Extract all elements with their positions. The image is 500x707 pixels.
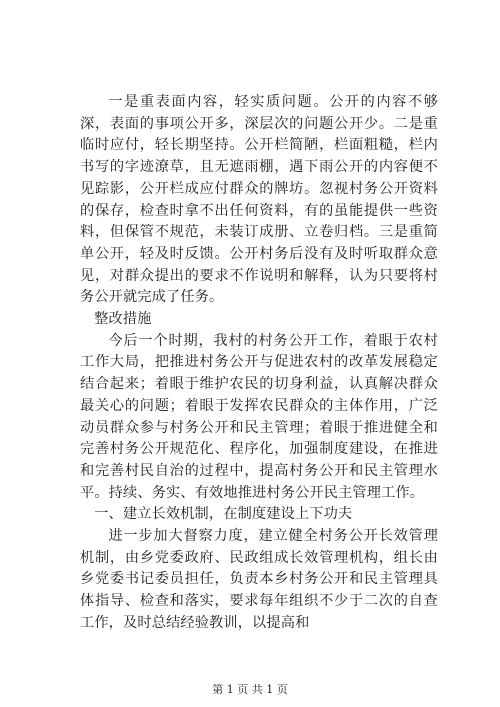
document-body (80, 92, 438, 635)
body-paragraph: 进一步加大督察力度，建立健全村务公开长效管理机制，由乡党委政府、民政组成长效管理机构，组长由乡党委书记委员担任，负责本乡村务公开和民主管理具体指导、检查和落实，要求每年组织不少于二次的自查工作，及时总结经验教训，以提高和 (80, 528, 438, 631)
body-paragraph: 今后一个时期，我村的村务公开工作，着眼于农村工作大局，把推进村务公开与促进农村的改革发展稳定结合起来；着眼于维护农民的切身利益，认真解决群众最关心的问题；着眼于发挥农民群众的主体作用，广泛动员群众参与村务公开和民主管理；着眼于推进健全和完善村务公开规范化、程序化，加强制度建设，在推进和完善村民自治的过程中，提高村务公开和民主管理水平。持续、务实、有效地推进村务公开民主管理工作。 (80, 332, 438, 501)
section-heading: 整改措施 (94, 311, 152, 328)
section-heading: 一、建立长效机制，在制度建设上下功夫 (94, 506, 353, 523)
page-footer: 第 1 页 共 1 页 (212, 683, 288, 696)
body-paragraph: 一是重表面内容，轻实质问题。公开的内容不够深，表面的事项公开多，深层次的问题公开少。二是重临时应付，轻长期坚持。公开栏简陋，栏面粗糙，栏内书写的字迹潦草，且无遮雨棚，遇下雨公开的内容便不见踪影，公开栏成应付群众的牌坊。忽视村务公开资料的保存，检查时拿不出任何资料，有的虽能提供一些资料，但保管不规范，未装订成册、立卷归档。三是重简单公开，轻及时反馈。公开村务后没有及时听取群众意见，对群众提出的要求不作说明和解释，认为只要将村务公开就完成了任务。 (80, 94, 438, 306)
